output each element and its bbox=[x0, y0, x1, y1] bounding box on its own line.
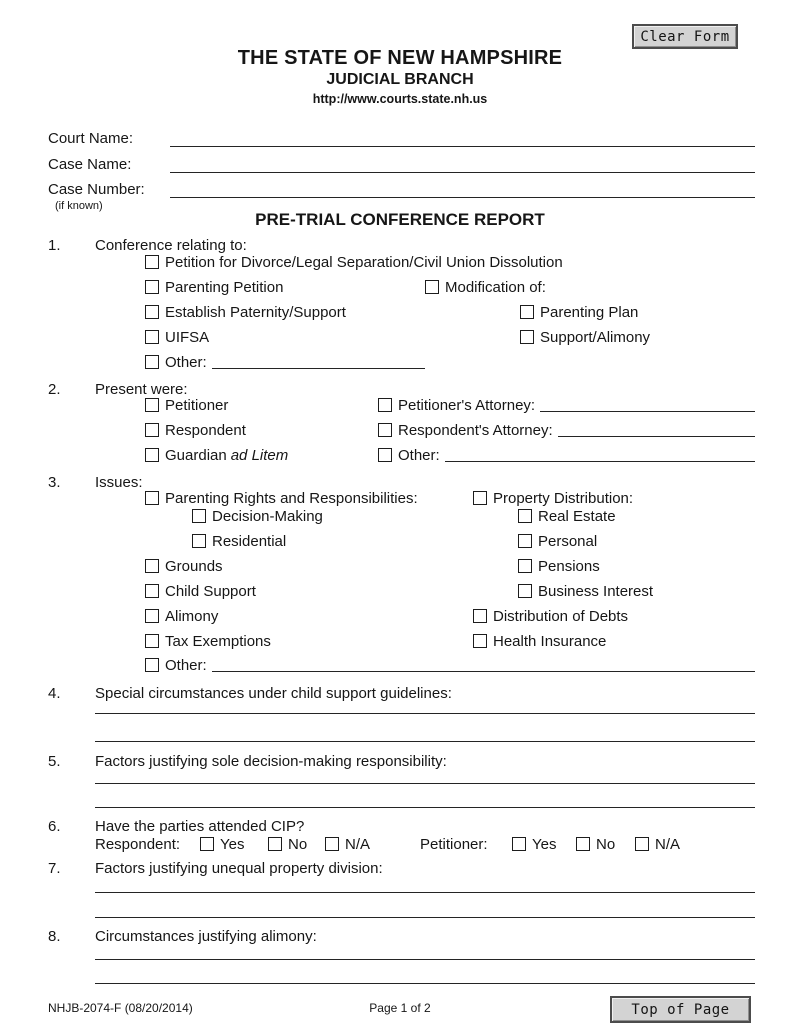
label-distribution-of-debts: Distribution of Debts bbox=[493, 607, 629, 625]
section3-number: 3. bbox=[48, 474, 61, 491]
section4-number: 4. bbox=[48, 685, 61, 702]
petitioner-attorney-input[interactable] bbox=[540, 398, 755, 412]
checkbox-present-other[interactable] bbox=[378, 448, 392, 462]
label-issues-other: Other: bbox=[165, 656, 207, 674]
section4-title: Special circumstances under child support guidelines: bbox=[95, 685, 452, 702]
alimony-circumstances-input-line2[interactable] bbox=[95, 983, 755, 984]
section5-title: Factors justifying sole decision-making responsibility: bbox=[95, 753, 447, 770]
checkbox-respondent-cip-no[interactable] bbox=[268, 837, 282, 851]
label-real-estate: Real Estate bbox=[538, 507, 616, 525]
label-parenting-rights: Parenting Rights and Responsibilities: bbox=[165, 489, 418, 507]
form-title: PRE-TRIAL CONFERENCE REPORT bbox=[255, 210, 545, 229]
section7-number: 7. bbox=[48, 860, 61, 877]
label-business-interest: Business Interest bbox=[538, 582, 654, 600]
checkbox-petitioner-attorney[interactable] bbox=[378, 398, 392, 412]
checkbox-parenting-petition[interactable] bbox=[145, 280, 159, 294]
checkbox-real-estate[interactable] bbox=[518, 509, 532, 523]
checkbox-alimony-issue[interactable] bbox=[145, 609, 159, 623]
checkbox-tax-exemptions[interactable] bbox=[145, 634, 159, 648]
section2-number: 2. bbox=[48, 381, 61, 398]
respondent-attorney-input[interactable] bbox=[558, 423, 755, 437]
checkbox-parenting-plan[interactable] bbox=[520, 305, 534, 319]
checkbox-residential[interactable] bbox=[192, 534, 206, 548]
case-number-input[interactable] bbox=[170, 197, 755, 198]
label-parenting-petition: Parenting Petition bbox=[165, 278, 284, 296]
label-present-other: Other: bbox=[398, 446, 440, 464]
case-name-input[interactable] bbox=[170, 172, 755, 173]
section7-title: Factors justifying unequal property division: bbox=[95, 860, 383, 877]
court-name-label: Court Name: bbox=[48, 130, 134, 147]
sole-decision-input-line1[interactable] bbox=[95, 783, 755, 784]
label-petitioner-cip-na: N/A bbox=[655, 835, 681, 853]
checkbox-distribution-of-debts[interactable] bbox=[473, 609, 487, 623]
label-petitioner-present: Petitioner bbox=[165, 396, 229, 414]
checkbox-support-alimony[interactable] bbox=[520, 330, 534, 344]
checkbox-parenting-rights[interactable] bbox=[145, 491, 159, 505]
alimony-circumstances-input-line1[interactable] bbox=[95, 959, 755, 960]
label-parenting-plan: Parenting Plan bbox=[540, 303, 639, 321]
checkbox-issues-other[interactable] bbox=[145, 658, 159, 672]
label-respondent-cip-yes: Yes bbox=[220, 835, 245, 853]
form-number: NHJB-2074-F (08/20/2014) bbox=[48, 1001, 193, 1015]
label-modification-of: Modification of: bbox=[445, 278, 546, 296]
case-number-note: (if known) bbox=[55, 200, 103, 212]
label-pensions: Pensions bbox=[538, 557, 600, 575]
issues-other-input[interactable] bbox=[212, 658, 755, 672]
checkbox-petitioner-cip-yes[interactable] bbox=[512, 837, 526, 851]
section6-number: 6. bbox=[48, 818, 61, 835]
checkbox-establish-paternity[interactable] bbox=[145, 305, 159, 319]
label-decision-making: Decision-Making bbox=[212, 507, 323, 525]
court-website-url: http://www.courts.state.nh.us bbox=[312, 92, 488, 106]
label-cip-respondent: Respondent: bbox=[95, 835, 181, 853]
checkbox-health-insurance[interactable] bbox=[473, 634, 487, 648]
label-petitioner-attorney: Petitioner's Attorney: bbox=[398, 396, 536, 414]
checkbox-pensions[interactable] bbox=[518, 559, 532, 573]
checkbox-petitioner-present[interactable] bbox=[145, 398, 159, 412]
label-respondent-attorney: Respondent's Attorney: bbox=[398, 421, 553, 439]
label-property-distribution: Property Distribution: bbox=[493, 489, 634, 507]
checkbox-modification-of[interactable] bbox=[425, 280, 439, 294]
checkbox-business-interest[interactable] bbox=[518, 584, 532, 598]
label-respondent-present: Respondent bbox=[165, 421, 246, 439]
label-guardian-ad-litem-italic: ad Litem bbox=[230, 446, 289, 464]
case-name-label: Case Name: bbox=[48, 156, 132, 173]
checkbox-respondent-attorney[interactable] bbox=[378, 423, 392, 437]
sole-decision-input-line2[interactable] bbox=[95, 807, 755, 808]
label-respondent-cip-na: N/A bbox=[345, 835, 371, 853]
label-petitioner-cip-yes: Yes bbox=[532, 835, 557, 853]
section6-title: Have the parties attended CIP? bbox=[95, 818, 305, 835]
label-residential: Residential bbox=[212, 532, 287, 550]
checkbox-uifsa[interactable] bbox=[145, 330, 159, 344]
label-conference-other: Other: bbox=[165, 353, 207, 371]
label-uifsa: UIFSA bbox=[165, 328, 210, 346]
clear-form-button[interactable]: Clear Form bbox=[632, 24, 738, 49]
label-personal: Personal bbox=[538, 532, 598, 550]
page-indicator: Page 1 of 2 bbox=[369, 1001, 431, 1015]
section1-number: 1. bbox=[48, 237, 61, 254]
label-cip-petitioner: Petitioner: bbox=[420, 835, 488, 853]
checkbox-petition-divorce[interactable] bbox=[145, 255, 159, 269]
label-guardian: Guardian bbox=[165, 446, 227, 464]
top-of-page-button[interactable]: Top of Page bbox=[610, 996, 751, 1023]
label-alimony-issue: Alimony bbox=[165, 607, 219, 625]
court-name-input[interactable] bbox=[170, 146, 755, 147]
label-establish-paternity: Establish Paternity/Support bbox=[165, 303, 346, 321]
label-petitioner-cip-no: No bbox=[596, 835, 616, 853]
special-circumstances-input-line1[interactable] bbox=[95, 713, 755, 714]
label-support-alimony: Support/Alimony bbox=[540, 328, 651, 346]
case-number-label: Case Number: bbox=[48, 181, 145, 198]
checkbox-conference-other[interactable] bbox=[145, 355, 159, 369]
checkbox-decision-making[interactable] bbox=[192, 509, 206, 523]
checkbox-petitioner-cip-na[interactable] bbox=[635, 837, 649, 851]
checkbox-petitioner-cip-no[interactable] bbox=[576, 837, 590, 851]
label-petition-divorce: Petition for Divorce/Legal Separation/Civil Union Dissolution bbox=[165, 253, 563, 271]
conference-other-input[interactable] bbox=[212, 355, 425, 369]
label-health-insurance: Health Insurance bbox=[493, 632, 607, 650]
checkbox-grounds[interactable] bbox=[145, 559, 159, 573]
checkbox-personal[interactable] bbox=[518, 534, 532, 548]
section5-number: 5. bbox=[48, 753, 61, 770]
unequal-property-input-line2[interactable] bbox=[95, 917, 755, 918]
checkbox-guardian-ad-litem[interactable] bbox=[145, 448, 159, 462]
section8-number: 8. bbox=[48, 928, 61, 945]
label-grounds: Grounds bbox=[165, 557, 223, 575]
unequal-property-input-line1[interactable] bbox=[95, 892, 755, 893]
section3-title: Issues: bbox=[95, 474, 143, 491]
section1-title: Conference relating to: bbox=[95, 237, 247, 254]
section8-title: Circumstances justifying alimony: bbox=[95, 928, 317, 945]
label-respondent-cip-no: No bbox=[288, 835, 308, 853]
checkbox-respondent-cip-na[interactable] bbox=[325, 837, 339, 851]
special-circumstances-input-line2[interactable] bbox=[95, 741, 755, 742]
present-other-input[interactable] bbox=[445, 448, 755, 462]
checkbox-child-support[interactable] bbox=[145, 584, 159, 598]
state-title: THE STATE OF NEW HAMPSHIRE bbox=[237, 47, 563, 69]
section2-title: Present were: bbox=[95, 381, 188, 398]
checkbox-respondent-cip-yes[interactable] bbox=[200, 837, 214, 851]
checkbox-respondent-present[interactable] bbox=[145, 423, 159, 437]
label-child-support: Child Support bbox=[165, 582, 256, 600]
checkbox-property-distribution[interactable] bbox=[473, 491, 487, 505]
branch-subtitle: JUDICIAL BRANCH bbox=[326, 71, 474, 88]
label-tax-exemptions: Tax Exemptions bbox=[165, 632, 271, 650]
